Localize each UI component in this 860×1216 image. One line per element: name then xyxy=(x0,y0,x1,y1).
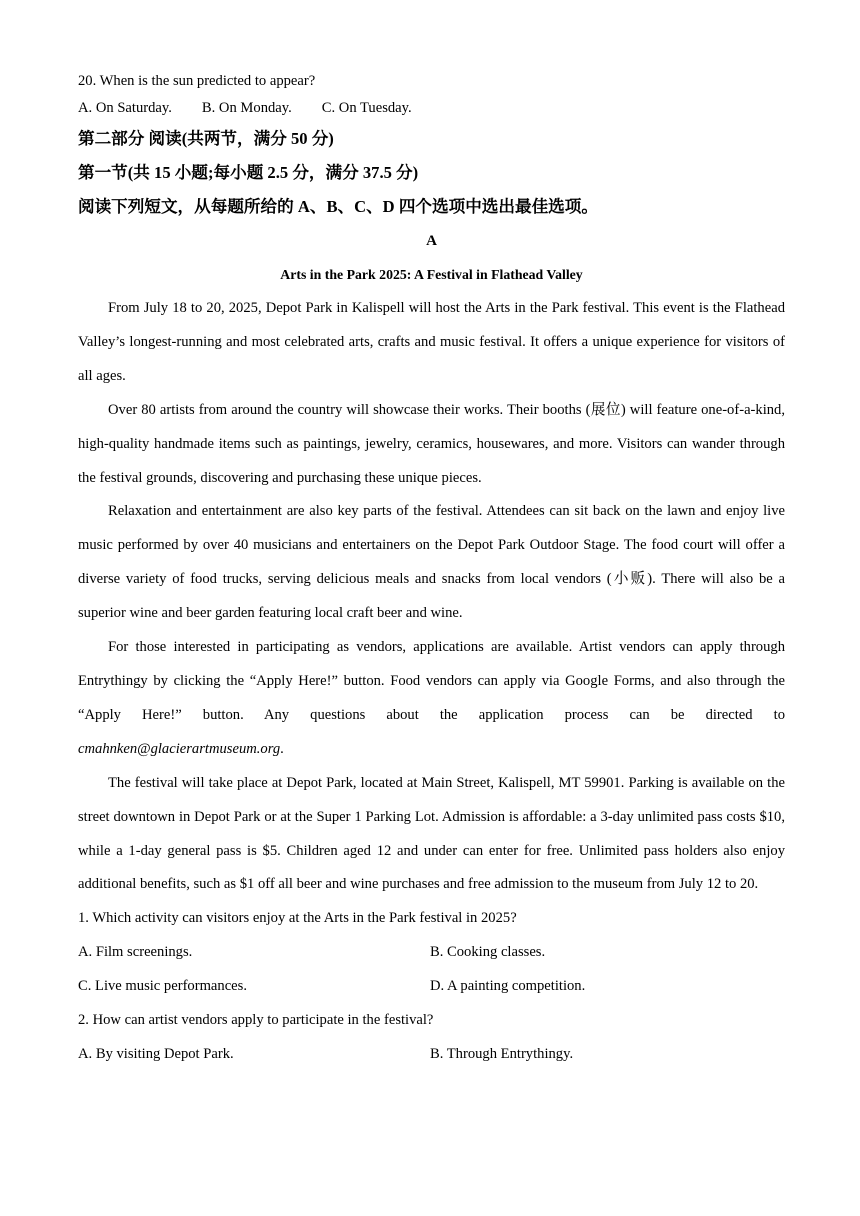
question-20-option-a: A. On Saturday. xyxy=(78,100,172,116)
question-2-option-b: B. Through Entrythingy. xyxy=(430,1045,574,1062)
contact-email: cmahnken@glacierartmuseum.org xyxy=(78,740,281,757)
question-20-options xyxy=(78,95,785,122)
paragraph-1: From July 18 to 20, 2025, Depot Park in Kalispell will host the Arts in the Park festival. This event is the Flathead Valley’s longest-running and most celebrated arts, crafts and music festival. It offers a unique experience for visitors of all ages. xyxy=(78,300,785,384)
question-2-options-row-1 xyxy=(78,1038,785,1072)
question-1-options-row-2 xyxy=(78,970,785,1004)
paragraph-4 xyxy=(78,631,785,767)
question-1-option-b: B. Cooking classes. xyxy=(430,944,546,961)
section-heading: 第一节(共 15 小题;每小题 2.5 分，满分 37.5 分) xyxy=(78,163,419,182)
question-1-option-c: C. Live music performances. xyxy=(78,978,247,995)
instructions: 阅读下列短文，从每题所给的 A、B、C、D 四个选项中选出最佳选项。 xyxy=(78,197,598,216)
passage-title: Arts in the Park 2025: A Festival in Flathead Valley xyxy=(280,267,583,282)
part-heading: 第二部分 阅读(共两节，满分 50 分) xyxy=(78,129,334,148)
question-1-option-d: D. A painting competition. xyxy=(430,978,586,995)
question-20-option-c: C. On Tuesday. xyxy=(321,100,412,116)
question-1-options-row-1 xyxy=(78,936,785,970)
question-20: 20. When is the sun predicted to appear? xyxy=(78,73,316,89)
paragraph-4-end: . xyxy=(280,740,284,757)
paragraph-4-text: For those interested in participating as vendors, applications are available. Artist vendors can apply through Entrythingy by clicking the “Apply Here!” button. Food vendors can apply via Google Forms, and also through the “Apply Here!” button. Any questions about the application process can be directed to xyxy=(78,639,785,723)
question-2: 2. How can artist vendors apply to participate in the festival? xyxy=(78,1012,434,1028)
paragraph-2: Over 80 artists from around the country will showcase their works. Their booths (展位) will feature one-of-a-kind, high-quality handmade items such as paintings, jewelry, ceramics, housewares, and more. Visitors can wander through the festival grounds, discovering and purchasing these unique pieces. xyxy=(78,401,785,486)
question-1: 1. Which activity can visitors enjoy at the Arts in the Park festival in 2025? xyxy=(78,910,517,927)
paragraph-3: Relaxation and entertainment are also key parts of the festival. Attendees can sit back on the lawn and enjoy live music performed by over 40 musicians and entertainers on the Depot Park Outdoor Stage. The food court will offer a diverse variety of food trucks, serving delicious meals and snacks from local vendors (小贩). There will also be a superior wine and beer garden featuring local craft beer and wine. xyxy=(78,503,785,622)
question-2-option-a: A. By visiting Depot Park. xyxy=(78,1045,234,1062)
exam-page xyxy=(78,68,785,1072)
passage-letter: A xyxy=(426,233,437,249)
paragraph-5: The festival will take place at Depot Park, located at Main Street, Kalispell, MT 59901. Parking is available on the street downtown in Depot Park or at the Super 1 Parking Lot. Admission is affordable: a 3-day unlimited pass costs $10, while a 1-day general pass is $5. Children aged 12 and under can enter for free. Unlimited pass holders also enjoy additional benefits, such as $1 off all beer and wine purchases and free admission to the museum from July 12 to 20. xyxy=(78,774,785,893)
question-20-option-b: B. On Monday. xyxy=(201,100,292,116)
question-1-option-a: A. Film screenings. xyxy=(78,944,193,961)
